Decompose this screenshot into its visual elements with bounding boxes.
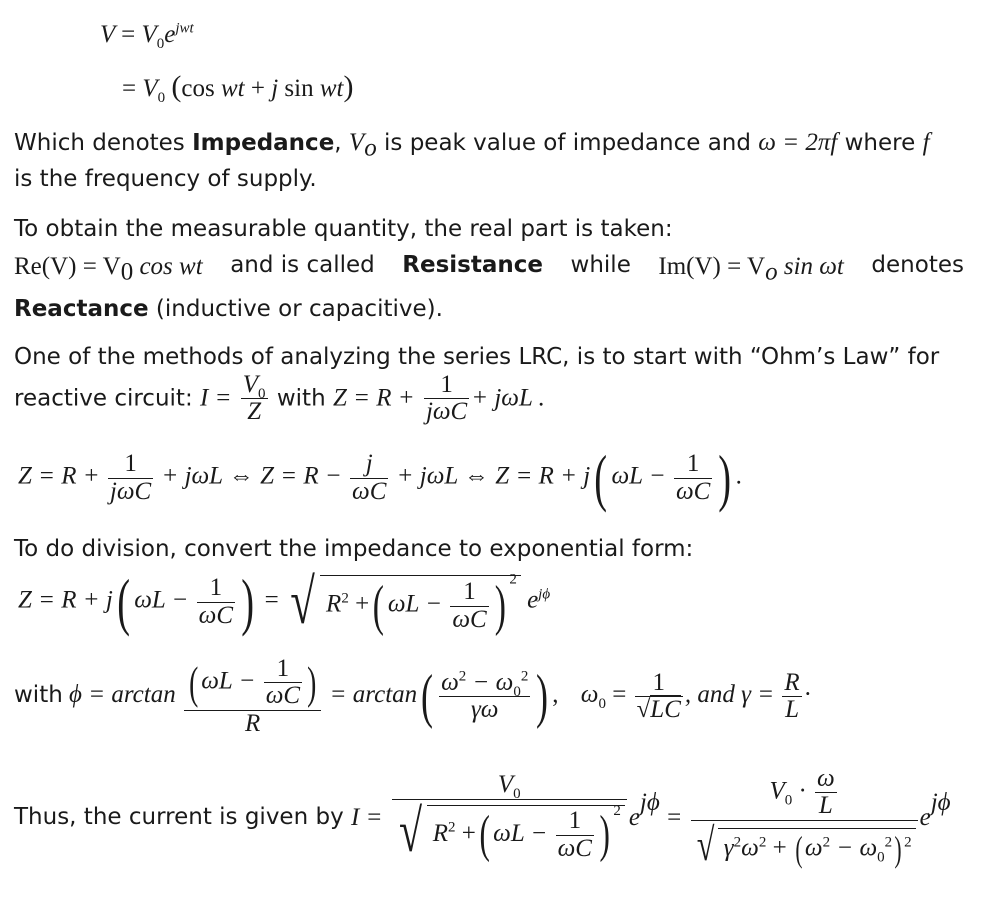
eq-symbol: e <box>919 803 931 831</box>
fraction-one-over-wc <box>556 808 594 862</box>
eq-inline: ωL − <box>493 819 548 847</box>
text: with <box>14 682 63 709</box>
eq-symbol: ω <box>741 834 759 862</box>
square-root: √ $\gamma^2\omega^2 + (\omega^2 - \omega_0^2)$ $^2$ <box>693 821 916 869</box>
eq-subscript: o <box>364 134 377 162</box>
eq-subscript: 0 <box>157 90 166 106</box>
eq-inline: ωL − <box>134 586 189 614</box>
eq-symbol: R <box>326 590 342 618</box>
eq-subscript: 0 <box>513 786 521 803</box>
eq-symbol: = <box>264 586 279 614</box>
eq-symbol: L <box>785 695 799 723</box>
eq-symbol: = <box>667 803 682 831</box>
equation-z-expansion: Z = R + $\frac{1}{\text{jωC}}$ + jωL ⇔ Z = R − $\frac{j}{\omega C}$ + jωL ⇔ Z = R + j( ωL − $\frac{1}{\omega C}$ ) . <box>18 442 742 513</box>
text: is peak value of impedance and <box>376 130 759 156</box>
eq-symbol: R <box>784 668 800 696</box>
eq-superscript: 2 <box>758 834 767 851</box>
square-root: √ $R^2$ +( ωL − $\frac{1}{\omega C}$ ) $^2$ <box>394 800 625 863</box>
eq-symbol: R <box>432 819 448 847</box>
eq-symbol: V <box>100 21 115 48</box>
eq-inline: Re(V) = V <box>14 253 121 280</box>
paragraph-impedance-line1 <box>14 129 930 162</box>
text: and is called <box>230 252 375 278</box>
text: To obtain the measurable quantity, the real part is taken: <box>14 216 673 242</box>
fraction-one-over-wc <box>450 579 488 633</box>
eq-symbol: e <box>164 21 176 48</box>
fraction-phi-arg: ( ωL − $\frac{1}{\omega C}$ ) R <box>184 656 321 737</box>
text: Thus, the current is given by <box>14 803 351 830</box>
eq-superscript: jwt <box>175 20 194 37</box>
equation-v-trig <box>122 70 354 106</box>
eq-inline: ωL − <box>201 667 256 695</box>
eq-superscript: 2 <box>904 834 912 851</box>
eq-inline: ωL − <box>611 462 666 490</box>
eq-inline: Z = R + <box>332 384 415 412</box>
eq-inline: ϕ = arctan <box>69 681 176 709</box>
eq-superscript: 2 <box>520 668 529 685</box>
eq-symbol: 1 <box>450 579 488 606</box>
eq-inline: + jωL ⇔ Z = R − <box>161 462 342 490</box>
eq-symbol: , <box>552 681 559 709</box>
eq-inline: Im(V) = V <box>658 253 766 280</box>
eq-symbol: γω <box>470 695 499 723</box>
eq-symbol: R <box>245 709 261 737</box>
eq-symbol: LC <box>650 695 681 723</box>
eq-inline: ωL − <box>387 590 443 618</box>
eq-superscript: 2 <box>458 668 467 685</box>
paragraph-measurable-line2 <box>14 252 964 286</box>
bold-term: Reactance <box>14 296 149 322</box>
eq-symbol: V <box>141 21 157 48</box>
eq-paren: ( <box>171 70 182 103</box>
fraction-one-over-jwc <box>108 451 153 505</box>
eq-symbol: Z <box>247 398 262 426</box>
eq-inline: I = <box>200 384 232 412</box>
fraction-w-over-l <box>815 766 837 820</box>
eq-superscript: jϕ <box>639 788 660 816</box>
eq-symbol: + <box>355 590 370 618</box>
eq-symbol: . <box>735 462 742 490</box>
eq-symbol: f <box>922 129 930 156</box>
eq-superscript: 2 <box>733 834 742 851</box>
eq-superscript: 2 <box>447 819 456 836</box>
text: where <box>837 130 923 156</box>
eq-symbol: ωC <box>352 477 387 505</box>
eq-symbol: γ <box>723 834 734 862</box>
eq-inline: sin ωt <box>777 253 844 280</box>
eq-symbol: = <box>121 21 136 48</box>
eq-symbol: e <box>628 803 640 831</box>
eq-inline: I = <box>351 803 383 831</box>
eq-symbol: ωC <box>452 605 487 633</box>
eq-symbol: = <box>612 681 627 709</box>
text: To do division, convert the impedance to exponential form: <box>14 536 694 562</box>
fraction-one-over-jwc <box>424 372 469 426</box>
eq-symbol: ωC <box>198 601 233 629</box>
eq-symbol: ω <box>817 765 835 792</box>
eq-inline: ω = 2πf <box>758 129 838 156</box>
fraction-one-over-sqrt-lc: $\frac{1}{√LC}$ <box>636 668 681 723</box>
eq-symbol: 1 <box>635 670 683 697</box>
eq-symbol: wt <box>319 75 344 102</box>
eq-subscript: 0 <box>877 849 885 866</box>
eq-symbol: 1 <box>197 575 235 602</box>
eq-symbol: V <box>497 771 514 799</box>
eq-subscript: 0 <box>156 36 165 52</box>
equation-z-exponential: Z = R + j( ωL − $\frac{1}{\omega C}$ ) = √ $R^2$ +( ωL − $\frac{1}{\omega C}$ ) $^2$ $e^{j\phi}$ <box>18 566 551 637</box>
eq-symbol: + <box>772 834 787 862</box>
bold-term: Resistance <box>402 252 543 278</box>
square-root: √ $R^2$ +( ωL − $\frac{1}{\omega C}$ ) $^2$ <box>285 570 521 634</box>
eq-superscript: jϕ <box>930 788 951 816</box>
text: while <box>570 252 631 278</box>
eq-superscript: 2 <box>341 590 349 607</box>
eq-symbol: V <box>242 371 259 398</box>
fraction-current-1 <box>392 772 627 862</box>
bold-term: Impedance <box>192 130 335 156</box>
eq-inline: − ω <box>830 834 878 862</box>
eq-symbol: j <box>350 451 388 478</box>
fraction-one-over-wc <box>264 656 302 710</box>
eq-symbol: + <box>461 819 476 847</box>
paragraph-ohms-law-line2 <box>14 372 545 426</box>
text: denotes <box>871 252 964 278</box>
eq-symbol: wt <box>220 75 245 102</box>
equation-v-exponential <box>100 20 194 52</box>
text: (inductive or capacitive). <box>148 296 443 322</box>
eq-subscript: 0 <box>120 258 134 286</box>
eq-symbol: 1 <box>424 372 469 399</box>
eq-symbol: ωC <box>557 834 592 862</box>
eq-inline: = arctan <box>329 681 418 709</box>
eq-subscript: 0 <box>784 792 793 809</box>
paragraph-measurable-line3 <box>14 298 443 321</box>
eq-inline: , and γ = <box>684 681 775 709</box>
eq-symbol: j <box>271 75 279 102</box>
eq-inline: − ω <box>466 668 514 696</box>
eq-symbol: ω <box>580 681 599 709</box>
eq-inline: cos wt <box>133 253 203 280</box>
eq-symbol: e <box>527 586 539 614</box>
paragraph-measurable-line1 <box>14 218 673 241</box>
fraction-one-over-wc <box>674 451 712 505</box>
eq-symbol: ωC <box>675 477 711 505</box>
eq-symbol: ω <box>441 668 459 696</box>
eq-symbol: 1 <box>556 808 594 835</box>
eq-superscript: 2 <box>884 834 893 851</box>
text: reactive circuit: <box>14 385 200 412</box>
eq-symbol: jωC <box>109 477 152 505</box>
eq-symbol: jωC <box>425 398 468 426</box>
eq-symbol: 1 <box>264 656 302 683</box>
eq-superscript: 2 <box>613 802 621 819</box>
eq-symbol: V <box>348 129 365 156</box>
paragraph-ohms-law-line1 <box>14 346 939 369</box>
eq-symbol: ω <box>804 834 823 862</box>
text: is the frequency of supply. <box>14 166 317 192</box>
eq-symbol: · <box>792 777 807 805</box>
eq-subscript: 0 <box>513 683 521 700</box>
text: , <box>334 130 349 156</box>
eq-paren: ) <box>343 70 354 103</box>
text: with <box>269 385 333 412</box>
eq-func: cos <box>181 75 215 102</box>
text: One of the methods of analyzing the series LRC, is to start with “Ohm’s Law” for <box>14 344 940 370</box>
eq-symbol: · <box>803 681 812 709</box>
fraction-one-over-wc <box>197 575 235 629</box>
eq-symbol: V <box>142 75 158 102</box>
fraction-r-over-l <box>782 670 801 724</box>
eq-symbol: L <box>818 792 833 820</box>
eq-symbol: = <box>122 75 137 102</box>
eq-inline: + jωL . <box>471 384 545 412</box>
eq-inline: Z = R + j <box>18 586 113 614</box>
eq-symbol: ωC <box>265 682 301 710</box>
equation-current <box>14 766 951 869</box>
eq-subscript: 0 <box>598 696 606 713</box>
fraction-v0-over-z <box>241 372 268 426</box>
eq-inline: + jωL ⇔ Z = R + j <box>396 462 591 490</box>
eq-symbol: V <box>769 777 785 805</box>
eq-func: sin <box>284 75 314 102</box>
eq-subscript: 0 <box>258 386 266 402</box>
eq-subscript: o <box>765 258 778 286</box>
eq-symbol: + <box>250 75 265 102</box>
eq-superscript: 2 <box>509 571 517 588</box>
eq-inline: Z = R + <box>18 462 100 490</box>
paragraph-impedance-line2 <box>14 168 317 191</box>
text: Which denotes <box>14 130 193 156</box>
eq-superscript: 2 <box>822 834 831 851</box>
paragraph-division <box>14 538 693 561</box>
eq-symbol: 1 <box>108 451 153 478</box>
fraction-arctan-arg <box>439 670 530 724</box>
equation-phi: with ϕ = arctan ( ωL − $\frac{1}{\omega C}$ ) R = arctan( $\frac{\omega^2 - \omega_0^2}{\gamma\omega}$ ) , $\omega_0$ = $\frac{1}{√LC}$ , and γ = $\frac{R}{L}$ · <box>14 655 812 737</box>
fraction-j-over-wc <box>350 451 388 505</box>
fraction-current-2 <box>691 766 918 869</box>
eq-superscript: jϕ <box>538 586 551 603</box>
eq-symbol: 1 <box>674 451 712 478</box>
